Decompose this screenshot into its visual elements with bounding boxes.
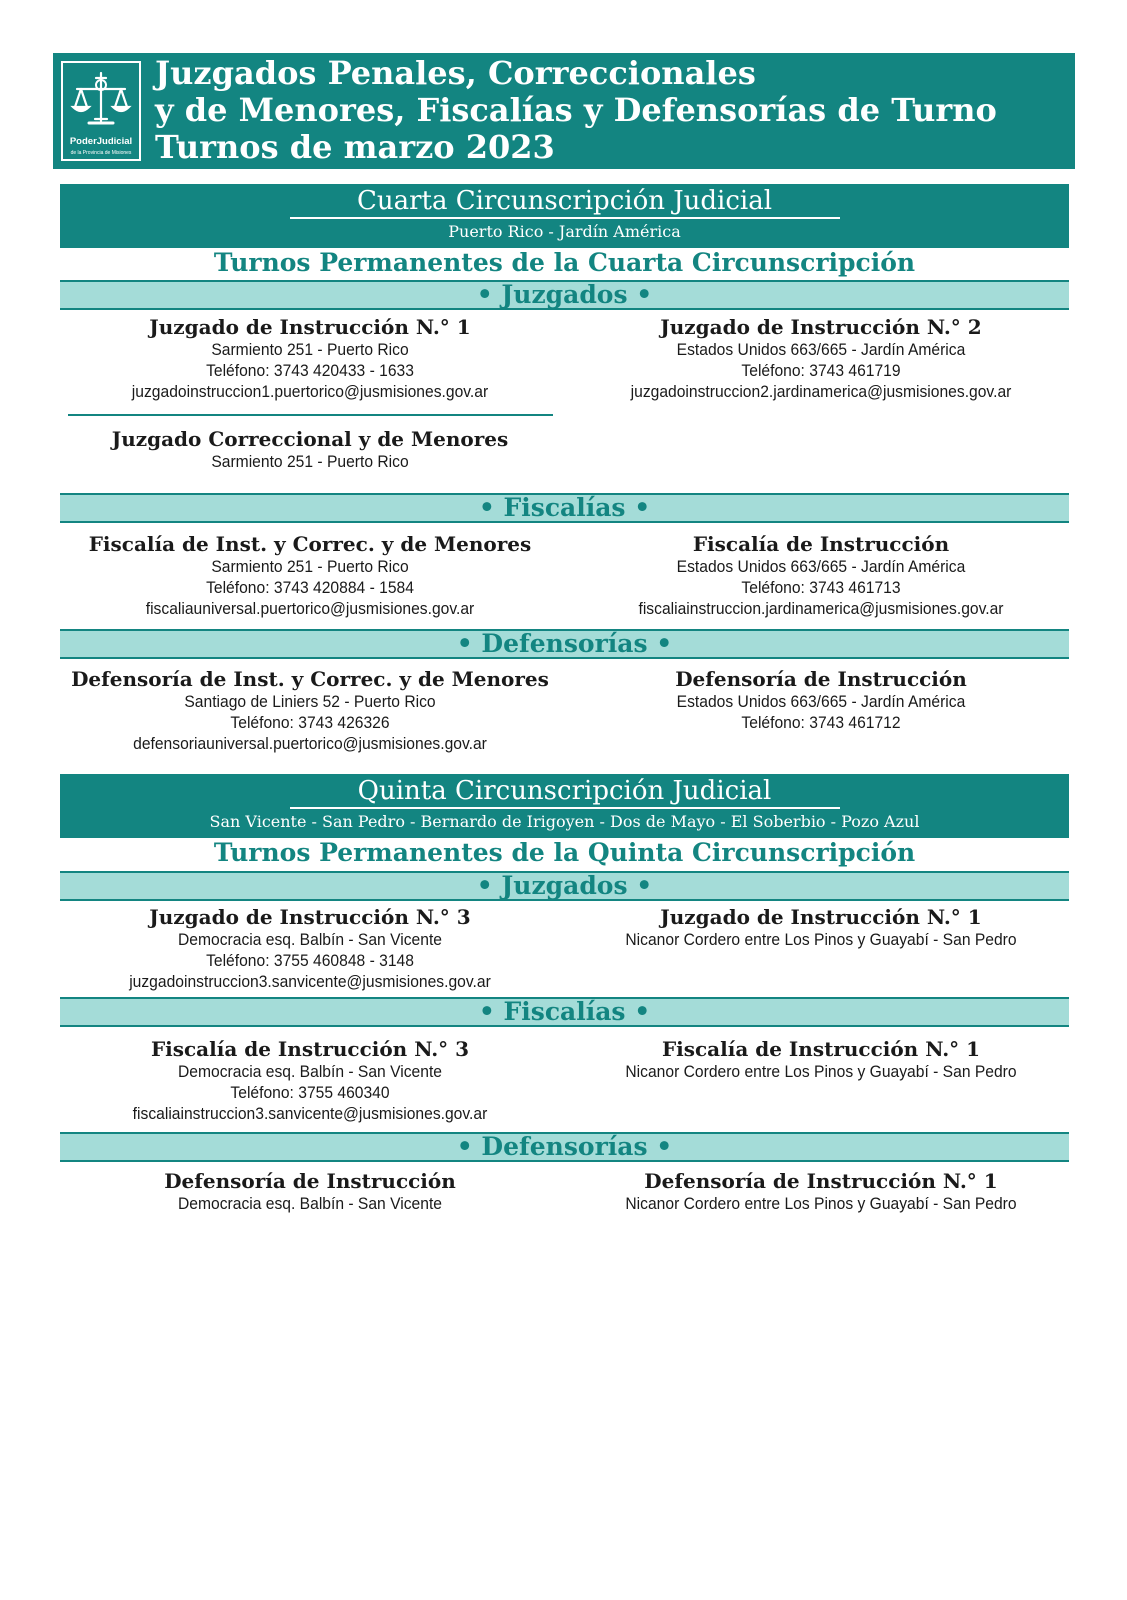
quinta-subtitle: San Vicente - San Pedro - Bernardo de Irigoyen - Dos de Mayo - El Soberbio - Pozo Azul bbox=[209, 812, 920, 831]
entry-address: Estados Unidos 663/665 - Jardín América bbox=[676, 692, 966, 711]
entry-name: Juzgado de Instrucción N.° 3 bbox=[149, 905, 471, 929]
quinta-circunscripcion-header bbox=[60, 774, 1069, 838]
quinta-title-rule bbox=[290, 807, 840, 809]
quinta-juzgado-3 bbox=[55, 906, 565, 992]
entry-phone: Teléfono: 3743 420884 - 1584 bbox=[206, 578, 414, 597]
cuarta-permanent-title: Turnos Permanentes de la Cuarta Circunscripción bbox=[213, 248, 916, 277]
quinta-defensoria-2 bbox=[566, 1170, 1076, 1214]
quinta-juzgados-bar: • Juzgados • bbox=[60, 871, 1069, 901]
entry-address: Sarmiento 251 - Puerto Rico bbox=[211, 340, 409, 359]
entry-name: Fiscalía de Inst. y Correc. y de Menores bbox=[88, 532, 532, 556]
quinta-defensoria-1 bbox=[55, 1170, 565, 1214]
entry-address: Estados Unidos 663/665 - Jardín América bbox=[676, 557, 966, 576]
entry-email: juzgadoinstruccion2.jardinamerica@jusmisiones.gov.ar bbox=[630, 382, 1012, 401]
entry-phone: Teléfono: 3743 461719 bbox=[741, 361, 901, 380]
quinta-fiscalias-bar: • Fiscalías • bbox=[60, 997, 1069, 1027]
entry-name: Defensoría de Instrucción bbox=[164, 1169, 456, 1193]
section-divider bbox=[68, 414, 553, 416]
entry-email: fiscaliainstruccion3.sanvicente@jusmisiones.gov.ar bbox=[132, 1104, 488, 1123]
quinta-title: Quinta Circunscripción Judicial bbox=[357, 776, 772, 806]
cuarta-defensorias-bar: • Defensorías • bbox=[60, 629, 1069, 659]
entry-name: Defensoría de Instrucción bbox=[675, 667, 967, 691]
cuarta-juzgado-1 bbox=[55, 316, 565, 402]
cuarta-fiscalia-2 bbox=[566, 533, 1076, 619]
cuarta-title-rule bbox=[290, 217, 840, 219]
entry-phone: Teléfono: 3743 426326 bbox=[230, 713, 390, 732]
cuarta-title: Cuarta Circunscripción Judicial bbox=[356, 186, 773, 216]
cuarta-juzgado-2 bbox=[566, 316, 1076, 402]
entry-name: Juzgado de Instrucción N.° 2 bbox=[660, 315, 982, 339]
entry-name: Defensoría de Instrucción N.° 1 bbox=[644, 1169, 998, 1193]
entry-phone: Teléfono: 3755 460848 - 3148 bbox=[206, 951, 414, 970]
entry-email: fiscaliauniversal.puertorico@jusmisiones.gov.ar bbox=[145, 599, 475, 618]
cuarta-subtitle: Puerto Rico - Jardín América bbox=[448, 222, 681, 241]
entry-name: Defensoría de Inst. y Correc. y de Menores bbox=[71, 667, 549, 691]
entry-address: Estados Unidos 663/665 - Jardín América bbox=[676, 340, 966, 359]
cuarta-fiscalias-bar: • Fiscalías • bbox=[60, 493, 1069, 523]
entry-address: Democracia esq. Balbín - San Vicente bbox=[177, 1194, 442, 1213]
entry-address: Santiago de Liniers 52 - Puerto Rico bbox=[184, 692, 436, 711]
entry-email: juzgadoinstruccion3.sanvicente@jusmisiones.gov.ar bbox=[129, 972, 491, 991]
scales-of-justice-icon bbox=[69, 69, 133, 131]
cuarta-circunscripcion-header bbox=[60, 184, 1069, 248]
header-banner bbox=[53, 53, 1075, 169]
entry-email: juzgadoinstruccion1.puertorico@jusmisiones.gov.ar bbox=[131, 382, 489, 401]
quinta-permanent-title: Turnos Permanentes de la Quinta Circunscripción bbox=[213, 838, 916, 867]
cuarta-juzgados-bar: • Juzgados • bbox=[60, 280, 1069, 310]
entry-address: Nicanor Cordero entre Los Pinos y Guayabí - San Pedro bbox=[625, 1194, 1017, 1213]
logo-brand-text: PoderJudicial bbox=[69, 136, 133, 147]
entry-name: Fiscalía de Instrucción bbox=[692, 532, 950, 556]
entry-email: defensoriauniversal.puertorico@jusmisiones.gov.ar bbox=[133, 734, 487, 753]
entry-name: Juzgado de Instrucción N.° 1 bbox=[660, 905, 982, 929]
entry-address: Nicanor Cordero entre Los Pinos y Guayabí - San Pedro bbox=[625, 930, 1017, 949]
logo-subtitle-text: de la Provincia de Misiones bbox=[70, 150, 132, 156]
page-title-line-1: Juzgados Penales, Correccionales bbox=[155, 54, 756, 92]
entry-name: Fiscalía de Instrucción N.° 1 bbox=[661, 1037, 981, 1061]
entry-phone: Teléfono: 3743 420433 - 1633 bbox=[206, 361, 414, 380]
quinta-defensorias-bar: • Defensorías • bbox=[60, 1132, 1069, 1162]
poder-judicial-logo bbox=[61, 61, 141, 161]
cuarta-defensoria-2 bbox=[566, 668, 1076, 733]
entry-name: Juzgado de Instrucción N.° 1 bbox=[149, 315, 471, 339]
entry-phone: Teléfono: 3743 461712 bbox=[741, 713, 901, 732]
quinta-fiscalia-1 bbox=[566, 1038, 1076, 1082]
entry-name: Fiscalía de Instrucción N.° 3 bbox=[150, 1037, 470, 1061]
entry-address: Nicanor Cordero entre Los Pinos y Guayabí - San Pedro bbox=[625, 1062, 1017, 1081]
entry-name: Juzgado Correccional y de Menores bbox=[111, 427, 509, 451]
cuarta-fiscalia-1 bbox=[55, 533, 565, 619]
page-title-line-3: Turnos de marzo 2023 bbox=[155, 128, 555, 166]
entry-email: fiscaliainstruccion.jardinamerica@jusmisiones.gov.ar bbox=[638, 599, 1004, 618]
entry-phone: Teléfono: 3743 461713 bbox=[741, 578, 901, 597]
quinta-juzgado-1 bbox=[566, 906, 1076, 950]
entry-address: Sarmiento 251 - Puerto Rico bbox=[211, 452, 409, 471]
cuarta-juzgado-correccional bbox=[55, 428, 565, 472]
entry-address: Democracia esq. Balbín - San Vicente bbox=[177, 930, 442, 949]
entry-phone: Teléfono: 3755 460340 bbox=[230, 1083, 390, 1102]
quinta-fiscalia-3 bbox=[55, 1038, 565, 1124]
cuarta-defensoria-1 bbox=[55, 668, 565, 754]
entry-address: Sarmiento 251 - Puerto Rico bbox=[211, 557, 409, 576]
entry-address: Democracia esq. Balbín - San Vicente bbox=[177, 1062, 442, 1081]
page-title-line-2: y de Menores, Fiscalías y Defensorías de Turno bbox=[155, 91, 997, 129]
